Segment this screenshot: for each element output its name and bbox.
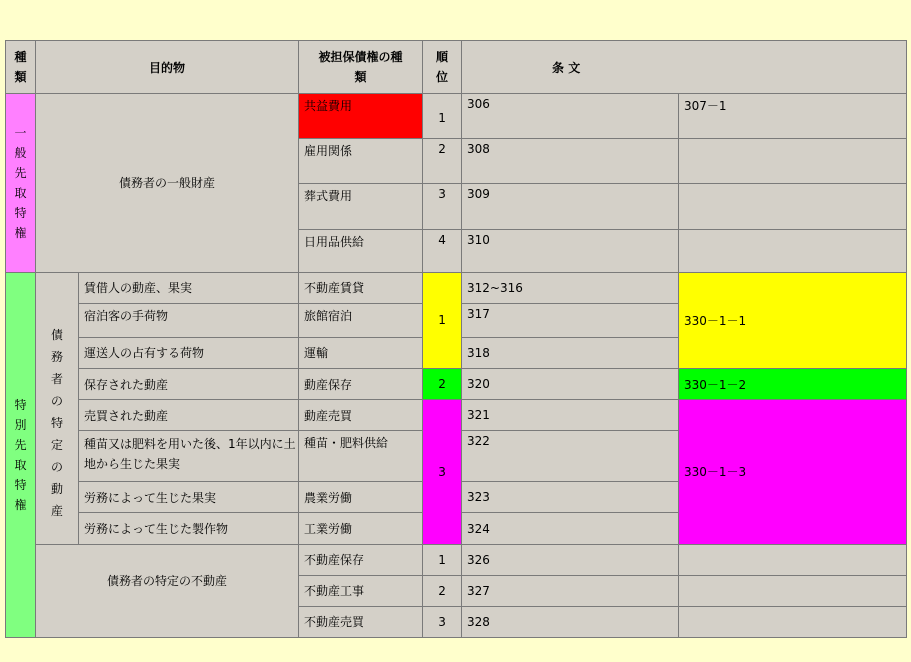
movable-article-4: 320 — [462, 369, 679, 400]
header-kind-text: 種類 — [14, 50, 27, 85]
movable-target-8: 労務によって生じた製作物 — [79, 513, 299, 544]
movable-claim-4: 動産保存 — [299, 369, 423, 400]
general-rank-4: 4 — [423, 229, 462, 272]
movable-article-6: 322 — [462, 431, 679, 482]
movable-article2-2: 330－1－2 — [679, 369, 907, 400]
movable-article-3: 318 — [462, 337, 679, 368]
immovable-claim-2: 不動産工事 — [299, 575, 423, 606]
movable-rank-2: 2 — [423, 369, 462, 400]
movable-target-7: 労務によって生じた果実 — [79, 482, 299, 513]
immovable-article-2: 327 — [462, 575, 679, 606]
general-article2-2 — [679, 139, 907, 184]
general-article-3: 309 — [462, 184, 679, 229]
movable-article2-1: 330－1－1 — [679, 272, 907, 368]
movable-claim-6: 種苗・肥料供給 — [299, 431, 423, 482]
movable-article-8: 324 — [462, 513, 679, 544]
header-rank-text: 順位 — [436, 50, 449, 85]
movable-target-5: 売買された動産 — [79, 400, 299, 431]
movable-target-3: 運送人の占有する荷物 — [79, 337, 299, 368]
special-kind-cell — [6, 272, 36, 637]
immovable-target — [36, 544, 299, 637]
general-kind-cell — [6, 94, 36, 273]
immovable-article2-1 — [679, 544, 907, 575]
special-row-5 — [6, 400, 907, 431]
movable-rank-1: 1 — [423, 272, 462, 368]
special-row-1 — [6, 272, 907, 303]
movable-article-1: 312~316 — [462, 272, 679, 303]
general-article-4: 310 — [462, 229, 679, 272]
general-article-2: 308 — [462, 139, 679, 184]
movable-label-cell — [36, 272, 79, 544]
immovable-rank-2: 2 — [423, 575, 462, 606]
general-article2-4 — [679, 229, 907, 272]
immovable-rank-3: 3 — [423, 606, 462, 637]
movable-label: 債務者の特定の動産 — [50, 328, 63, 519]
movable-claim-7: 農業労働 — [299, 482, 423, 513]
movable-rank-3: 3 — [423, 400, 462, 544]
general-claim-3: 葬式費用 — [299, 184, 423, 229]
immovable-claim-1: 不動産保存 — [299, 544, 423, 575]
movable-claim-1: 不動産賃貸 — [299, 272, 423, 303]
movable-article2-3: 330－1－3 — [679, 400, 907, 544]
general-claim-4: 日用品供給 — [299, 229, 423, 272]
immovable-target-text: 債務者の特定の不動産 — [107, 574, 228, 589]
general-row-1 — [6, 94, 907, 139]
general-article2-3 — [679, 184, 907, 229]
header-article — [462, 41, 907, 94]
header-target: 目的物 — [36, 41, 299, 94]
general-article2-1: 307－1 — [679, 94, 907, 139]
movable-claim-5: 動産売買 — [299, 400, 423, 431]
immovable-article-3: 328 — [462, 606, 679, 637]
general-rank-3: 3 — [423, 184, 462, 229]
header-rank — [423, 41, 462, 94]
movable-claim-2: 旅館宿泊 — [299, 303, 423, 337]
general-article-1: 306 — [462, 94, 679, 139]
header-row — [6, 41, 907, 94]
movable-article-2: 317 — [462, 303, 679, 337]
movable-claim-8: 工業労働 — [299, 513, 423, 544]
special-row-4 — [6, 369, 907, 400]
movable-article-5: 321 — [462, 400, 679, 431]
immovable-rank-1: 1 — [423, 544, 462, 575]
general-claim-1: 共益費用 — [299, 94, 423, 139]
movable-article-7: 323 — [462, 482, 679, 513]
general-rank-1: 1 — [423, 94, 462, 139]
general-target: 債務者の一般財産 — [36, 94, 299, 273]
special-kind-label: 特別先取特権 — [14, 397, 27, 512]
header-kind — [6, 41, 36, 94]
general-claim-2: 雇用関係 — [299, 139, 423, 184]
lien-priority-table — [5, 40, 907, 638]
header-claim-type — [299, 41, 423, 94]
immovable-article2-3 — [679, 606, 907, 637]
immovable-claim-3: 不動産売買 — [299, 606, 423, 637]
immovable-article-1: 326 — [462, 544, 679, 575]
movable-target-4: 保存された動産 — [79, 369, 299, 400]
movable-claim-3: 運輸 — [299, 337, 423, 368]
immovable-row-1 — [6, 544, 907, 575]
immovable-article2-2 — [679, 575, 907, 606]
movable-target-1: 賃借人の動産、果実 — [79, 272, 299, 303]
header-claim-type-text: 被担保債権の種類 — [318, 50, 403, 85]
movable-target-2: 宿泊客の手荷物 — [79, 303, 299, 337]
general-kind-label: 一般先取特権 — [14, 125, 27, 240]
header-article-text: 条 文 — [552, 60, 581, 75]
movable-target-6: 種苗又は肥料を用いた後、1年以内に土地から生じた果実 — [79, 431, 299, 482]
general-rank-2: 2 — [423, 139, 462, 184]
